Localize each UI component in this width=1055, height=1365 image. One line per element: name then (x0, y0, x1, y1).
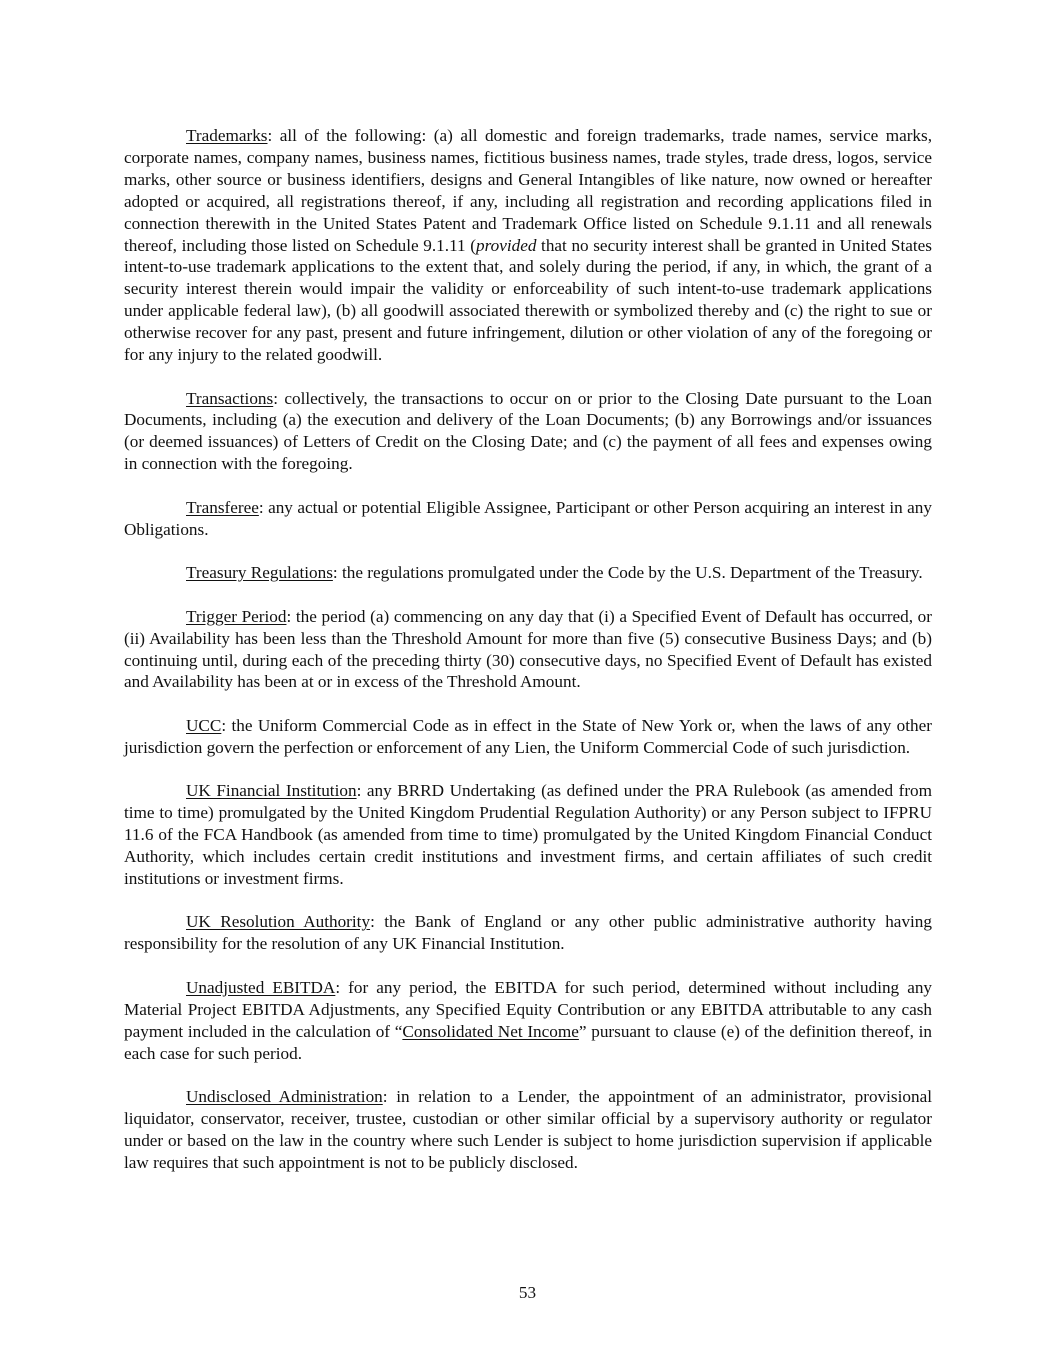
definition-text: : collectively, the transactions to occur on or prior to the Closing Date pursuant to the Loan Documents, including (a) the execution and delivery of the Loan Documents; (b) any Borrowings and/or issuances (or deemed issuances) of Letters of Credit on the Closing Date; and (c) the payment of all fees and expenses owing in connection with the foregoing. (124, 388, 932, 474)
defined-term: Treasury Regulations (186, 563, 333, 583)
defined-term: Transactions (186, 388, 274, 408)
defined-term: UK Resolution Authority (186, 912, 371, 932)
definition-treasury-regulations (124, 562, 932, 584)
defined-term: Trigger Period (186, 606, 287, 626)
defined-term: Transferee (186, 497, 259, 517)
definition-text: : the Bank of England or any other public administrative authority having responsibility for the resolution of any UK Financial Institution. (124, 912, 932, 954)
emphasis-text: provided (475, 235, 537, 255)
definition-trademarks (124, 125, 932, 366)
defined-term: Trademarks (186, 126, 268, 145)
definition-text: : any actual or potential Eligible Assignee, Participant or other Person acquiring an interest in any Obligations. (124, 497, 932, 539)
defined-term: Undisclosed Administration (186, 1087, 383, 1107)
definition-uk-resolution-authority (124, 911, 932, 955)
definition-uk-financial-institution (124, 780, 932, 890)
page-number: 53 (518, 1283, 537, 1302)
defined-term: Unadjusted EBITDA (186, 977, 336, 997)
definition-text: : for any period, the EBITDA for such period, determined without including any Material Project EBITDA Adjustments, any Specified Equity Contribution or any EBITDA attributable to any cash payment included in the calculation of “ (124, 977, 933, 1041)
defined-term: UCC (186, 715, 222, 735)
definition-undisclosed-administration (124, 1086, 932, 1174)
definition-text: : in relation to a Lender, the appointment of an administrator, provisional liquidator, conservator, receiver, trustee, custodian or other similar official by a supervisory authority or regulator under or based on the law in the country where such Lender is subject to home jurisdiction supervision if applicable law requires that such appointment is not to be publicly disclosed. (124, 1087, 932, 1172)
definition-text: : the Uniform Commercial Code as in effect in the State of New York or, when the laws of any other jurisdiction govern the perfection or enforcement of any Lien, the Uniform Commercial Code of such jurisdiction. (124, 715, 932, 757)
definition-unadjusted-ebitda (124, 977, 932, 1065)
definition-trigger-period (124, 606, 932, 694)
defined-term: UK Financial Institution (186, 781, 357, 801)
definition-text: : the regulations promulgated under the Code by the U.S. Department of the Treasury. (332, 563, 923, 583)
definition-transferee (124, 497, 932, 541)
cross-reference-term: Consolidated Net Income (402, 1021, 579, 1041)
definition-transactions (124, 388, 932, 476)
definition-text: : any BRRD Undertaking (as defined under the PRA Rulebook (as amended from time to time) promulgated by the United Kingdom Prudential Regulation Authority) or any Person subject to IFPRU 11.6 of the FCA Handbook (as amended from time to time) promulgated by the United Kingdom Financial Conduct Authority, which includes certain credit institutions and investment firms, and certain affiliates of such credit institutions or investment firms. (124, 781, 933, 888)
definition-text: : all of the following: (a) all domestic and foreign trademarks, trade names, service marks, corporate names, company names, business names, fictitious business names, trade styles, trade dress, logos, service marks, other source or business identifiers, designs and General Intangibles of like nature, now owned or hereafter adopted or acquired, all registrations thereof, if any, including all registration and recording applications filed in connection therewith in the United States Patent and Trademark Office listed on Schedule 9.1.11 and all renewals thereof, including those listed on Schedule 9.1.11 ( (124, 126, 932, 255)
definition-text: that no security interest shall be granted in United States intent-to-use trademark applications to the extent that, and solely during the period, if any, in which, the grant of a security interest therein would impair the validity or enforceability of such intent-to-use trademark applications under applicable federal law), (b) all goodwill associated therewith or symbolized thereby and (c) the right to sue or otherwise recover for any past, present and future infringement, dilution or other violation of any of the foregoing or for any injury to the related goodwill. (124, 235, 932, 365)
document-body (124, 125, 932, 1195)
definition-text: ” pursuant to clause (e) of the definition thereof, in each case for such period. (124, 1021, 933, 1063)
definition-text: : the period (a) commencing on any day that (i) a Specified Event of Default has occurred, or (ii) Availability has been less than the Threshold Amount for more than five (5) consecutive Business Days; and (b) continuing until, during each of the preceding thirty (30) consecutive days, no Specified Event of Default has existed and Availability has been at or in excess of the Threshold Amount. (124, 606, 933, 692)
definition-ucc (124, 715, 932, 759)
